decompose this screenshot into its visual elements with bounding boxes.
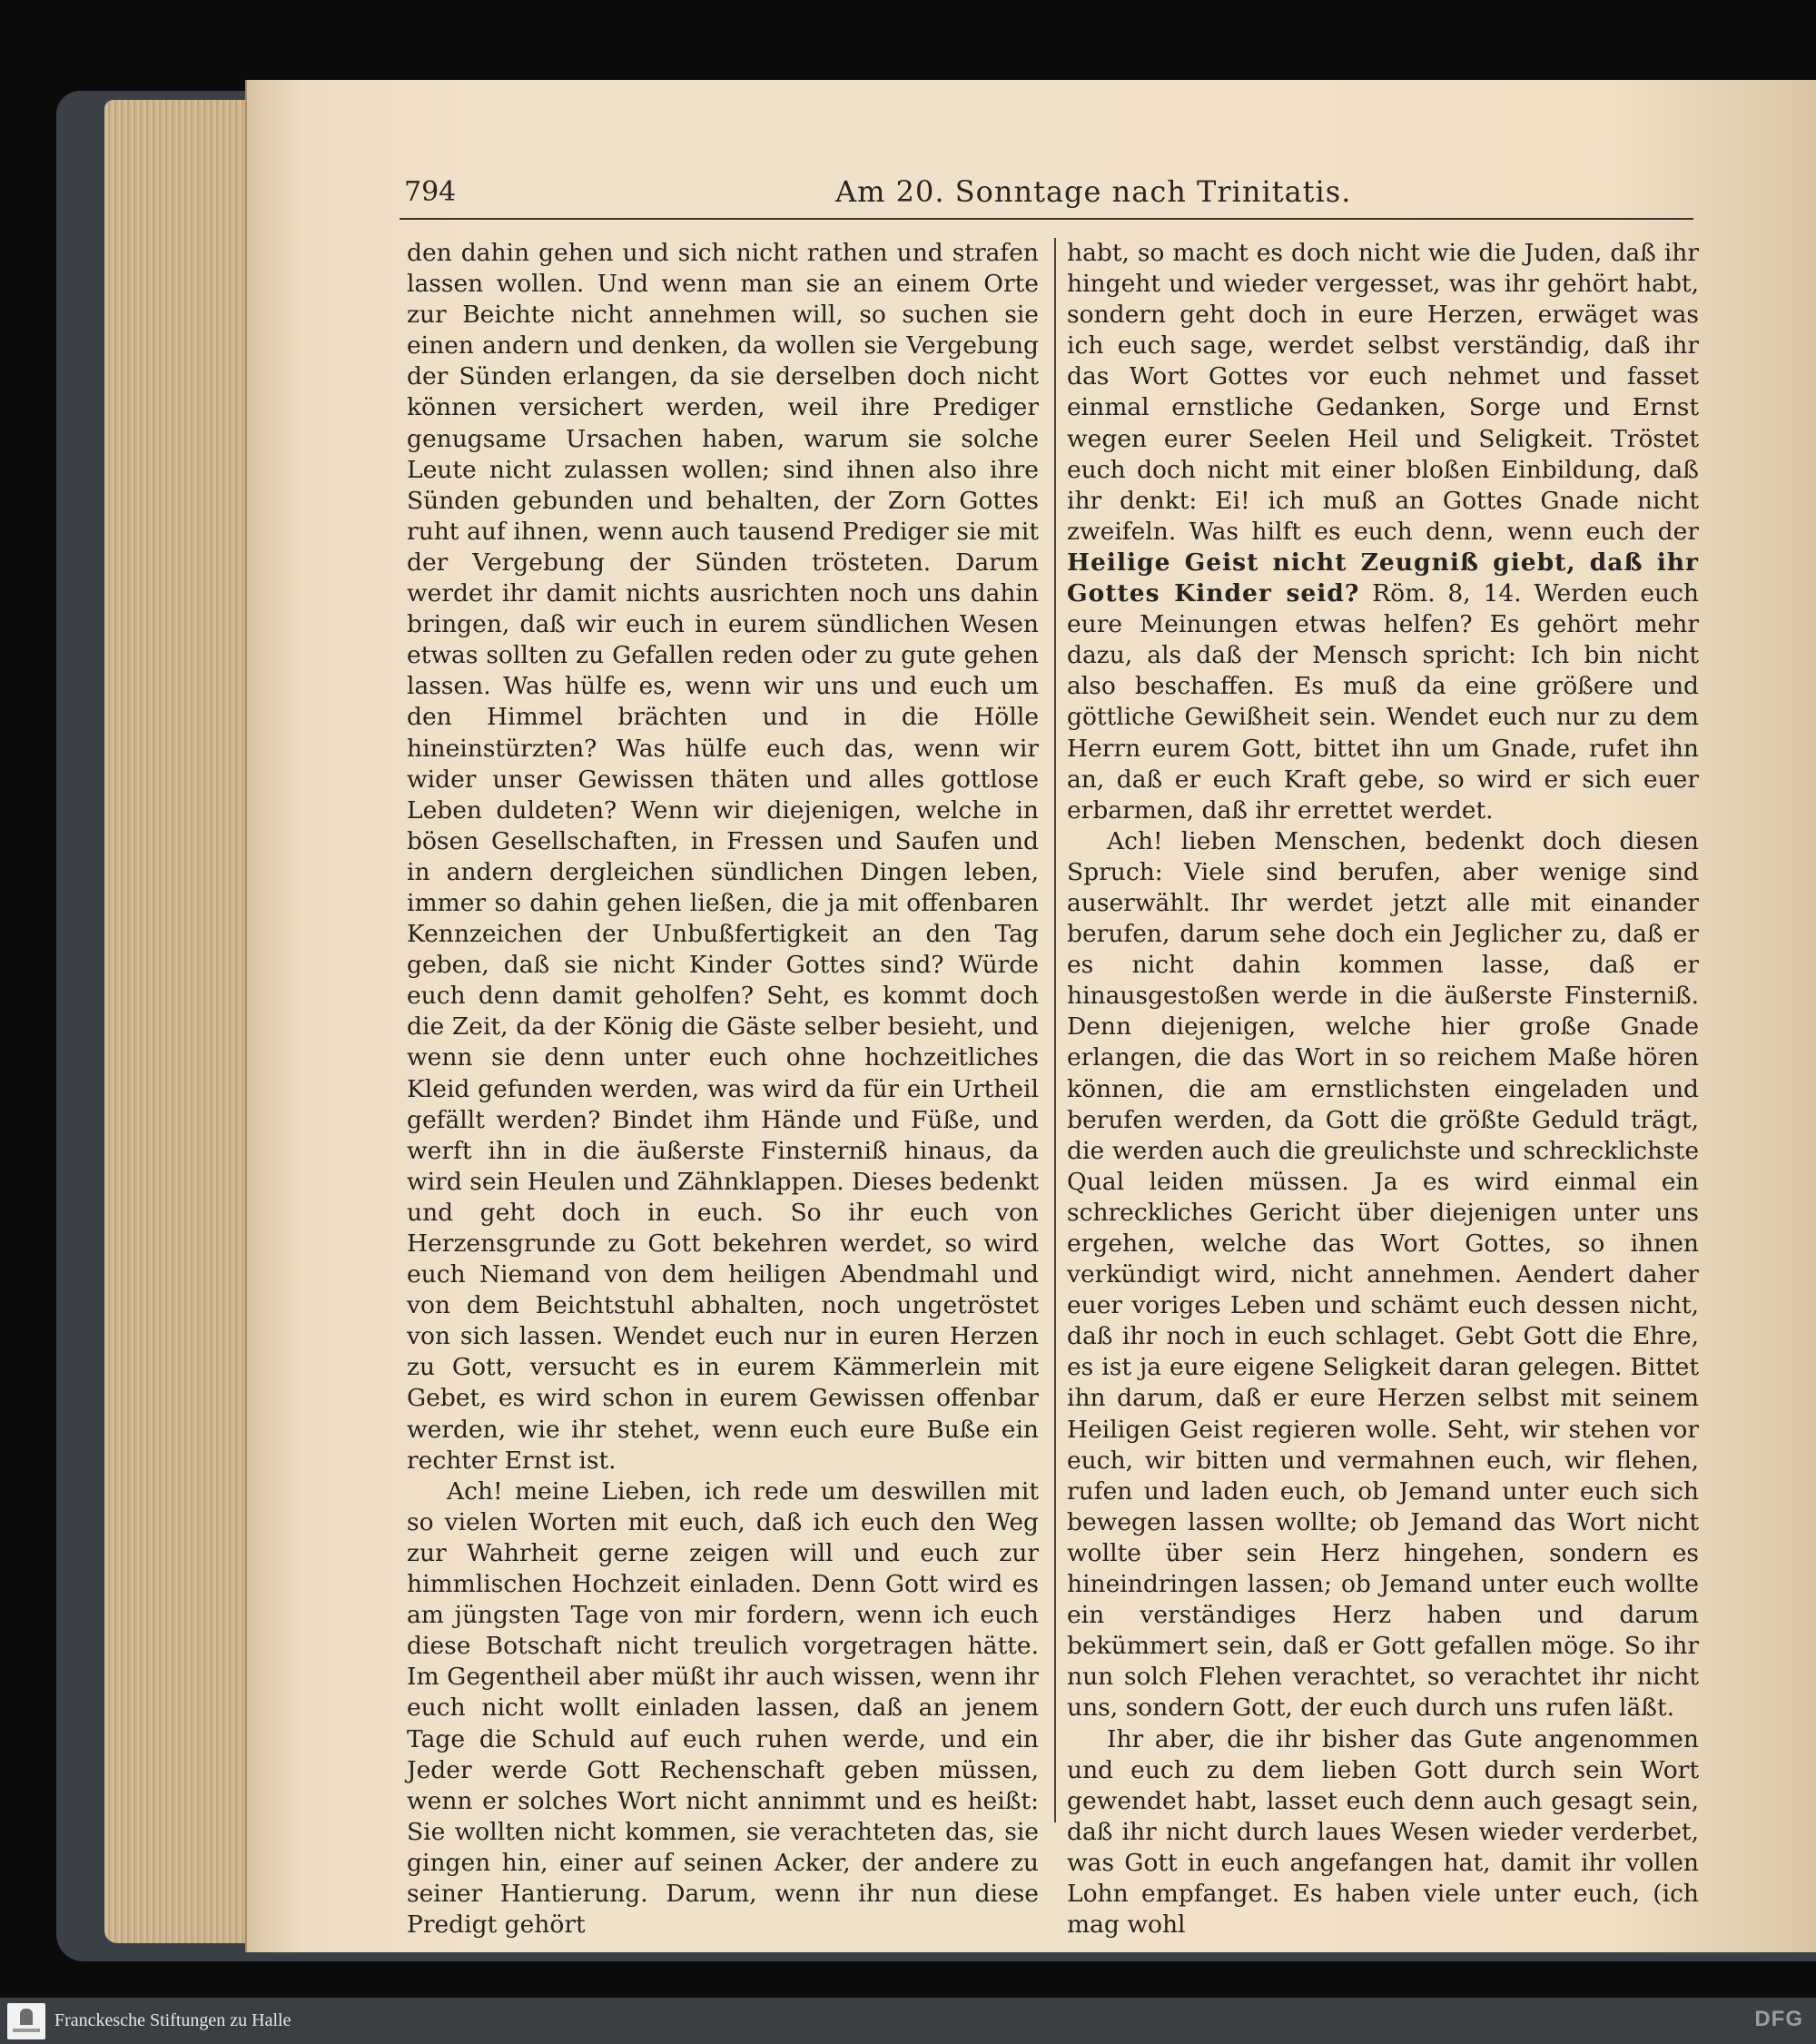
header-rule (400, 218, 1693, 220)
page-edges (104, 100, 259, 1943)
right-paragraph-1-part-a: habt, so macht es doch nicht wie die Juden, daß ihr hingeht und wieder vergesset, was ihr gehört habt, sondern geht doch in eure Herzen, erwäget was ich euch sage, werdet selbst verständig, daß ihr das Wort Gottes vor euch nehmet und fasset einmal ernstliche Gedanken, Sorge und Ernst wegen eurer Seelen Heil und Seligkeit. Tröstet euch doch nicht mit einer bloßen Einbildung, daß ihr denkt: Ei! ich muß an Gottes Gnade nicht zweifeln. Was hilft es euch denn, wenn euch der (1067, 239, 1699, 546)
emphasized-text: Heilige Geist nicht Zeugniß giebt, daß ihr Gottes Kinder seid? (1067, 548, 1699, 608)
page-title: Am 20. Sonntage nach Trinitatis. (835, 174, 1352, 209)
left-paragraph-1: den dahin gehen und sich nicht rathen und strafen lassen wollen. Und wenn man sie an einem Orte zur Beichte nicht annehmen will, so suchen sie einen andern und denken, da wollen sie Vergebung der Sünden erlangen, da sie derselben doch nicht können versichert werden, weil ihre Prediger genugsame Ursachen haben, warum sie solche Leute nicht zulassen wollen; sind ihnen also ihre Sünden gebunden und behalten, der Zorn Gottes ruht auf ihnen, wenn auch tausend Prediger sie mit der Vergebung der Sünden trösteten. Darum werdet ihr damit nichts ausrichten noch uns dahin bringen, daß wir euch in eurem sündlichen Wesen etwas sollten zu Gefallen reden oder zu gute gehen lassen. Was hülfe es, wenn wir uns und euch um den Himmel brächten und in die Hölle hineinstürzten? Was hülfe euch das, wenn wir wider unser Gewissen thäten und alles gottlose Leben duldeten? Wenn wir diejenigen, welche in bösen Gesellschaften, in Fressen und Saufen und in andern dergleichen sündlichen Dingen leben, immer so dahin gehen ließen, die ja mit offenbaren Kennzeichen der Unbußfertigkeit an den Tag geben, daß sie nicht Kinder Gottes sind? Würde euch denn damit geholfen? Seht, es kommt doch die Zeit, da der König die Gäste selber besieht, und wenn sie denn unter euch ohne hochzeitliches Kleid gefunden werden, was wird da für ein Urtheil gefällt werden? Bindet ihm Hände und Füße, und werft ihn in die äußerste Finsterniß hinaus, da wird sein Heulen und Zähnklappen. Dieses bedenkt und geht doch in euch. So ihr euch von Herzensgrunde zu Gott bekehren werdet, so wird euch Niemand von dem heiligen Abendmahl und von dem Beichtstuhl abhalten, noch ungetröstet von sich lassen. Wendet euch nur in euren Herzen zu Gott, versucht es in eurem Kämmerlein mit Gebet, es wird schon in eurem Gewissen offenbar werden, wie ihr stehet, wenn euch eure Buße ein rechter Ernst ist. (407, 239, 1039, 1475)
left-column (407, 238, 1039, 1940)
institution-name[interactable]: Franckesche Stiftungen zu Halle (54, 2010, 291, 2030)
institution-logo-icon[interactable] (7, 2003, 45, 2039)
right-paragraph-3: Ihr aber, die ihr bisher das Gute angenommen und euch zu dem lieben Gott durch sein Wort gewendet habt, lasset euch denn auch gesagt sein, daß ihr nicht durch laues Wesen wieder verderbet, was Gott in euch angefangen hat, damit ihr vollen Lohn empfanget. Es haben viele unter euch, (ich mag wohl (1067, 1724, 1699, 1940)
page-number: 794 (404, 176, 457, 208)
right-paragraph-1-part-b: Röm. 8, 14. Werden euch eure Meinungen etwas helfen? Es gehört mehr dazu, als daß der Mensch spricht: Ich bin nicht also beschaffen. Es muß da eine größere und göttliche Gewißheit sein. Wendet euch nur zu dem Herrn eurem Gott, bittet ihn um Gnade, rufet ihn an, daß er euch Kraft gebe, so wird er sich euer erbarmen, daß ihr errettet werdet. (1067, 579, 1699, 825)
dfg-logo: DFG (1754, 2007, 1803, 2031)
right-paragraph-2: Ach! lieben Menschen, bedenkt doch diesen Spruch: Viele sind berufen, aber wenige sind auserwählt. Ihr werdet jetzt alle mit einander berufen, darum sehe doch ein Jeglicher zu, daß er es nicht dahin kommen lasse, daß er hinausgestoßen werde in die äußerste Finsterniß. Denn diejenigen, welche hier große Gnade erlangen, die das Wort in so reichem Maße hören können, die am ernstlichsten eingeladen und berufen werden, da Gott die größte Geduld trägt, die werden auch die greulichste und schrecklichste Qual leiden müssen. Ja es wird einmal ein schreckliches Gericht über diejenigen unter uns ergehen, welche das Wort Gottes, so ihnen verkündigt wird, nicht annehmen. Aendert daher euer voriges Leben und schämt euch dessen nicht, daß ihr noch in euch schlaget. Gebt Gott die Ehre, es ist ja eure eigene Seligkeit daran gelegen. Bittet ihn darum, daß er eure Herzen selbst mit seinem Heiligen Geist regieren wolle. Seht, wir stehen vor euch, wir bitten und vermahnen euch, wir flehen, rufen und laden euch, ob Jemand unter euch sich bewegen lassen wollte; ob Jemand das Wort nicht wollte über sein Herz hingehen, sondern es hineindringen lassen; ob Jemand unter euch wollte ein verständiges Herz haben und darum bekümmert sein, daß er Gott gefallen möge. So ihr nun solch Flehen verachtet, so verachtet ihr nicht uns, sondern Gott, der euch durch uns rufen läßt. (1067, 826, 1699, 1723)
column-divider (1054, 238, 1056, 1822)
right-column (1067, 238, 1699, 1940)
right-paragraph-1 (1067, 238, 1699, 826)
viewer-footer (0, 1998, 1816, 2044)
running-head (404, 174, 1693, 218)
left-paragraph-2: Ach! meine Lieben, ich rede um deswillen mit so vielen Worten mit euch, daß ich euch den Weg zur Wahrheit gerne zeigen will und euch zur himmlischen Hochzeit einladen. Denn Gott wird es am jüngsten Tage von mir fordern, wenn ich euch diese Botschaft nicht treulich vorgetragen hätte. Im Gegentheil aber müßt ihr auch wissen, wenn ihr euch nicht wollt einladen lassen, daß an jenem Tage die Schuld auf euch ruhen werde, und ein Jeder werde Gott Rechenschaft geben müssen, wenn er solches Wort nicht annimmt und es heißt: Sie wollten nicht kommen, sie verachteten das, sie gingen hin, einer auf seinen Acker, der andere zu seiner Hantierung. Darum, wenn ihr nun diese Predigt gehört (407, 1476, 1039, 1940)
